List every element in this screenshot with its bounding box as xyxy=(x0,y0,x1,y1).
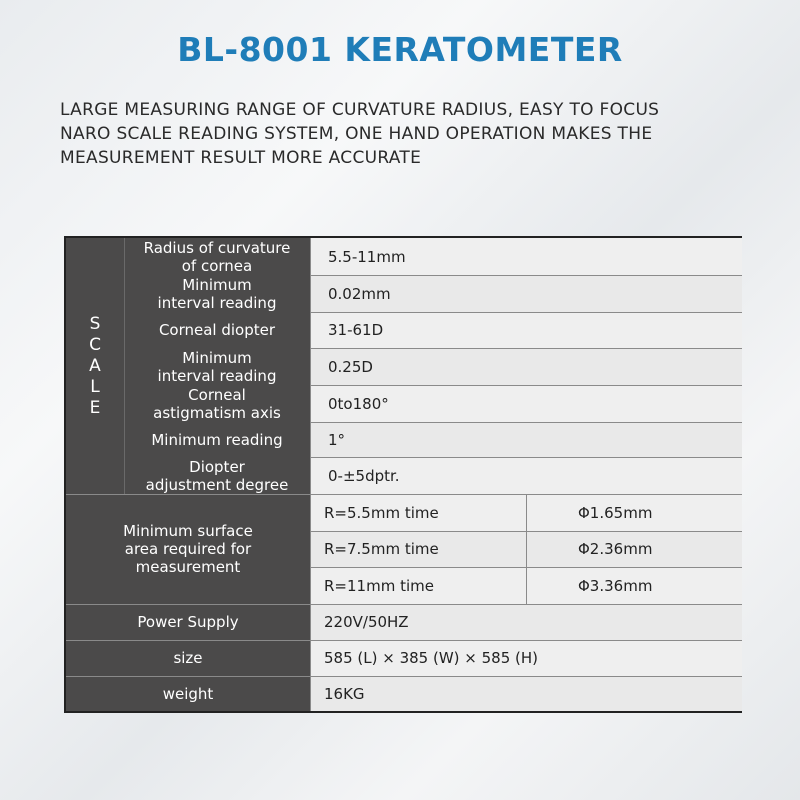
spec-table xyxy=(64,236,742,713)
surface-value: Φ3.36mm xyxy=(526,567,742,604)
spec-value: 1° xyxy=(310,422,742,457)
surface-condition: R=5.5mm time xyxy=(310,494,526,531)
spec-label: Minimum reading xyxy=(124,422,310,457)
spec-label: Radius of curvature of cornea xyxy=(124,238,310,275)
page-title: BL-8001 KERATOMETER xyxy=(177,30,623,69)
grid-line xyxy=(66,494,742,495)
grid-line xyxy=(66,640,742,641)
grid-line xyxy=(310,531,742,532)
scale-label-text: SCALE xyxy=(89,313,101,418)
description-line: NARO SCALE READING SYSTEM, ONE HAND OPERATION MAKES THE xyxy=(60,124,653,144)
grid-line xyxy=(310,567,742,568)
grid-line xyxy=(310,422,742,423)
surface-value: Φ2.36mm xyxy=(526,531,742,567)
grid-line xyxy=(310,348,742,349)
spec-label: Diopter adjustment degree xyxy=(124,457,310,494)
surface-label: Minimum surface area required for measurement xyxy=(66,494,310,604)
surface-value: Φ1.65mm xyxy=(526,494,742,531)
surface-condition: R=7.5mm time xyxy=(310,531,526,567)
spec-value: 585 (L) × 385 (W) × 585 (H) xyxy=(310,640,742,676)
spec-label: Minimum interval reading xyxy=(124,275,310,312)
grid-line xyxy=(310,312,742,313)
spec-label: Corneal astigmatism axis xyxy=(124,385,310,422)
grid-line xyxy=(66,676,742,677)
grid-line xyxy=(310,385,742,386)
spec-label: size xyxy=(66,640,310,676)
spec-value: 16KG xyxy=(310,676,742,711)
description-line: LARGE MEASURING RANGE OF CURVATURE RADIUS, EASY TO FOCUS xyxy=(60,100,660,120)
spec-value: 31-61D xyxy=(310,312,742,348)
grid-line xyxy=(526,494,527,604)
description-line: MEASUREMENT RESULT MORE ACCURATE xyxy=(60,148,422,168)
grid-line xyxy=(310,275,742,276)
spec-value: 220V/50HZ xyxy=(310,604,742,640)
grid-line xyxy=(310,457,742,458)
scale-group-label xyxy=(66,238,124,494)
spec-value: 0-±5dptr. xyxy=(310,457,742,494)
spec-label: weight xyxy=(66,676,310,711)
spec-label: Power Supply xyxy=(66,604,310,640)
spec-label: Minimum interval reading xyxy=(124,348,310,385)
spec-label: Corneal diopter xyxy=(124,312,310,348)
spec-value: 0.25D xyxy=(310,348,742,385)
spec-value: 5.5-11mm xyxy=(310,238,742,275)
grid-line xyxy=(124,238,125,494)
spec-value: 0to180° xyxy=(310,385,742,422)
surface-condition: R=11mm time xyxy=(310,567,526,604)
spec-value: 0.02mm xyxy=(310,275,742,312)
grid-line xyxy=(66,604,742,605)
description xyxy=(60,98,760,170)
